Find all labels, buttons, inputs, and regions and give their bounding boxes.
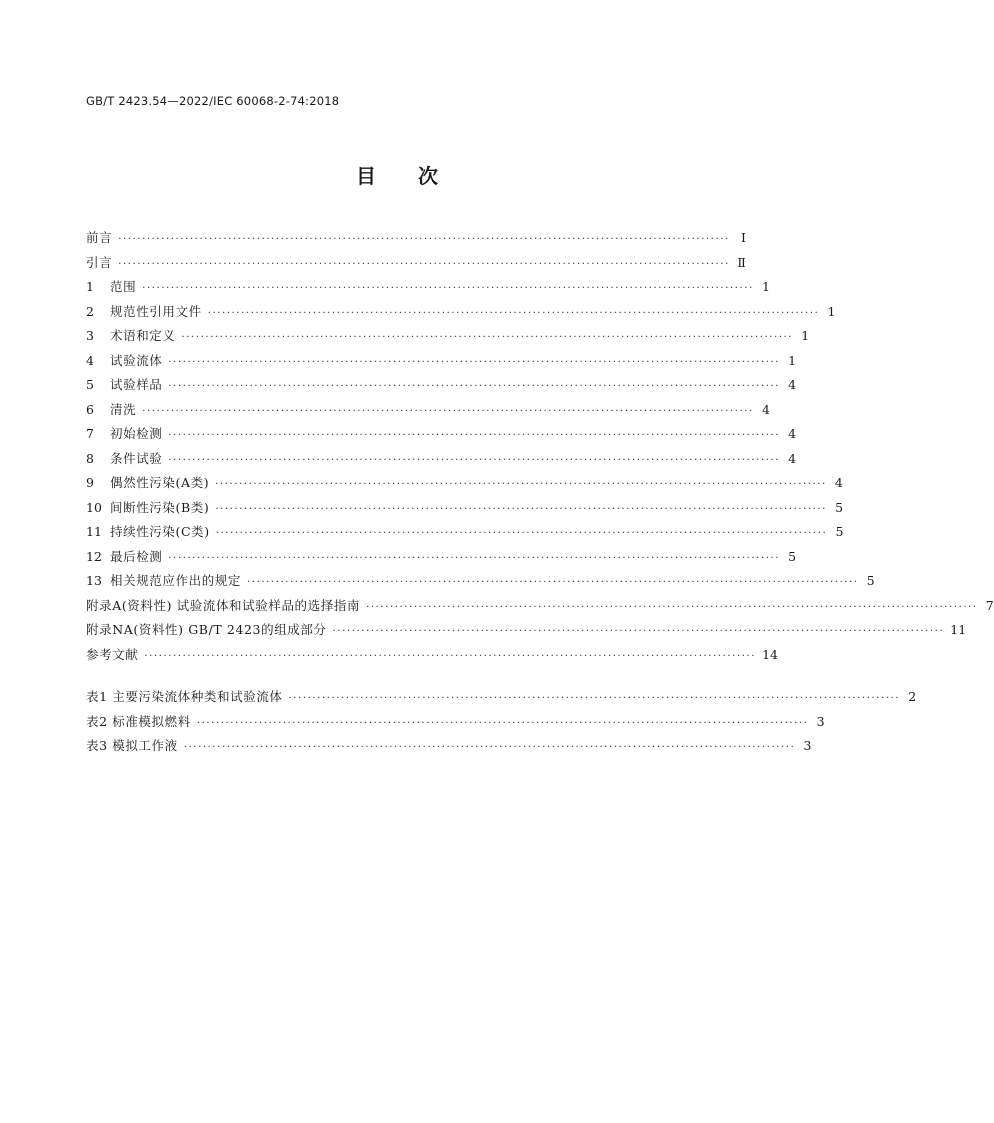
toc-entry-number: 4 (86, 352, 94, 368)
dot-leader: ································································································································ (215, 479, 827, 490)
toc-table-1[interactable] (86, 685, 917, 710)
toc-entry-text: 附录NA(资料性) GB/T 2423的组成部分 (86, 622, 327, 637)
toc-table-2[interactable] (86, 710, 825, 735)
toc-entry-5[interactable] (86, 373, 797, 398)
toc-entry-text: 前言 (86, 230, 113, 245)
toc-entry-text: 试验样品 (110, 377, 163, 392)
toc-entry-3[interactable] (86, 324, 810, 349)
toc-page-number: Ⅱ (737, 254, 746, 270)
toc-entry-text: 附录A(资料性) 试验流体和试验样品的选择指南 (86, 597, 361, 613)
toc-entry-text: 引言 (86, 254, 113, 270)
toc-entry-text: 相关规范应作出的规定 (110, 573, 242, 588)
toc-entry-number: 12 (86, 548, 102, 564)
dot-leader: ································································································································ (168, 381, 781, 392)
toc-page-number: 1 (801, 328, 810, 343)
toc-page-number: 1 (761, 279, 770, 294)
toc-entry-foreword[interactable] (86, 226, 746, 251)
toc-entry-text: 清洗 (110, 401, 137, 417)
toc-page-number: Ⅰ (740, 230, 746, 245)
toc-entry-text: 术语和定义 (110, 328, 176, 343)
toc-entry-text: 范围 (110, 279, 137, 294)
toc-entry-text: 间断性污染(B类) (110, 499, 210, 515)
toc-entry-6[interactable] (86, 398, 770, 423)
toc-entry-bibliography[interactable] (86, 643, 778, 668)
dot-leader: ································································································································ (288, 693, 901, 704)
toc-entry-number: 8 (86, 450, 94, 466)
toc-entry-8[interactable] (86, 447, 797, 472)
toc-table-text: 表3 模拟工作液 (86, 738, 178, 753)
toc-entry-number: 1 (86, 279, 94, 294)
toc-entry-text: 持续性污染(C类) (110, 524, 210, 539)
dot-leader: ································································································································ (142, 283, 754, 294)
dot-leader: ································································································································ (183, 742, 796, 753)
toc-entry-4[interactable] (86, 349, 797, 374)
dot-leader: ································································································································ (168, 356, 781, 368)
toc-entry-10[interactable] (86, 496, 844, 521)
toc-entry-number: 10 (86, 499, 102, 515)
toc-entry-number: 11 (86, 524, 102, 539)
toc-entry-number: 9 (86, 475, 94, 490)
toc-entry-text: 最后检测 (110, 548, 163, 564)
table-of-contents (86, 226, 994, 759)
toc-page-number: 4 (761, 401, 770, 417)
dot-leader: ································································································································ (366, 601, 978, 613)
toc-entry-text: 偶然性污染(A类) (110, 475, 210, 490)
dot-leader: ································································································································ (207, 307, 820, 319)
toc-table-text: 表1 主要污染流体种类和试验流体 (86, 689, 283, 704)
toc-page-number: 5 (835, 499, 844, 515)
toc-page-number: 5 (866, 573, 875, 588)
toc-entry-13[interactable] (86, 569, 875, 594)
toc-page-number: 4 (788, 426, 797, 441)
dot-leader: ································································································································ (247, 577, 859, 588)
toc-entry-number: 5 (86, 377, 94, 392)
dot-leader: ································································································································ (118, 258, 730, 270)
toc-page-number: 3 (816, 713, 825, 729)
dot-leader: ································································································································ (215, 528, 828, 539)
toc-page-number: 14 (762, 646, 778, 662)
section-gap (86, 667, 698, 685)
toc-entry-number: 7 (86, 426, 94, 441)
dot-leader: ································································································································ (168, 552, 781, 564)
toc-page-number: 11 (950, 622, 967, 637)
page-title: 目次 (356, 164, 480, 188)
dot-leader: ································································································································ (118, 234, 730, 245)
toc-entry-number: 6 (86, 401, 94, 417)
toc-entry-text: 规范性引用文件 (110, 303, 202, 319)
toc-page-number: 1 (788, 352, 797, 368)
toc-page-number: 7 (985, 597, 994, 613)
toc-entry-9[interactable] (86, 471, 843, 496)
toc-entry-12[interactable] (86, 545, 797, 570)
dot-leader: ································································································································ (142, 405, 754, 417)
toc-entry-text: 参考文献 (86, 646, 139, 662)
toc-page-number: 4 (788, 450, 797, 466)
toc-page-number: 2 (908, 689, 917, 704)
toc-entry-text: 初始检测 (110, 426, 163, 441)
toc-page-number: 5 (788, 548, 797, 564)
toc-page-number: 5 (835, 524, 844, 539)
dot-leader: ································································································································ (144, 650, 757, 662)
toc-page-number: 4 (834, 475, 843, 490)
toc-entry-number: 2 (86, 303, 94, 319)
toc-entry-introduction[interactable] (86, 251, 746, 276)
toc-entry-text: 条件试验 (110, 450, 163, 466)
dot-leader: ································································································································ (196, 717, 809, 729)
dot-leader: ································································································································ (168, 454, 781, 466)
toc-page-number: 1 (827, 303, 836, 319)
toc-table-3[interactable] (86, 734, 812, 759)
toc-entry-appendix-a[interactable] (86, 594, 994, 619)
toc-table-text: 表2 标准模拟燃料 (86, 713, 191, 729)
dot-leader: ································································································································ (181, 332, 794, 343)
toc-entry-2[interactable] (86, 300, 836, 325)
toc-entry-1[interactable] (86, 275, 770, 300)
toc-entry-appendix-na[interactable] (86, 618, 967, 643)
toc-entry-number: 13 (86, 573, 102, 588)
dot-leader: ································································································································ (168, 430, 781, 441)
standard-code: GB/T 2423.54—2022/IEC 60068-2-74:2018 (86, 94, 340, 108)
toc-entry-number: 3 (86, 328, 94, 343)
dot-leader: ································································································································ (332, 626, 945, 637)
toc-entry-7[interactable] (86, 422, 797, 447)
toc-page-number: 3 (803, 738, 812, 753)
toc-entry-text: 试验流体 (110, 352, 163, 368)
dot-leader: ································································································································ (215, 503, 828, 515)
toc-page-number: 4 (788, 377, 797, 392)
toc-entry-11[interactable] (86, 520, 844, 545)
